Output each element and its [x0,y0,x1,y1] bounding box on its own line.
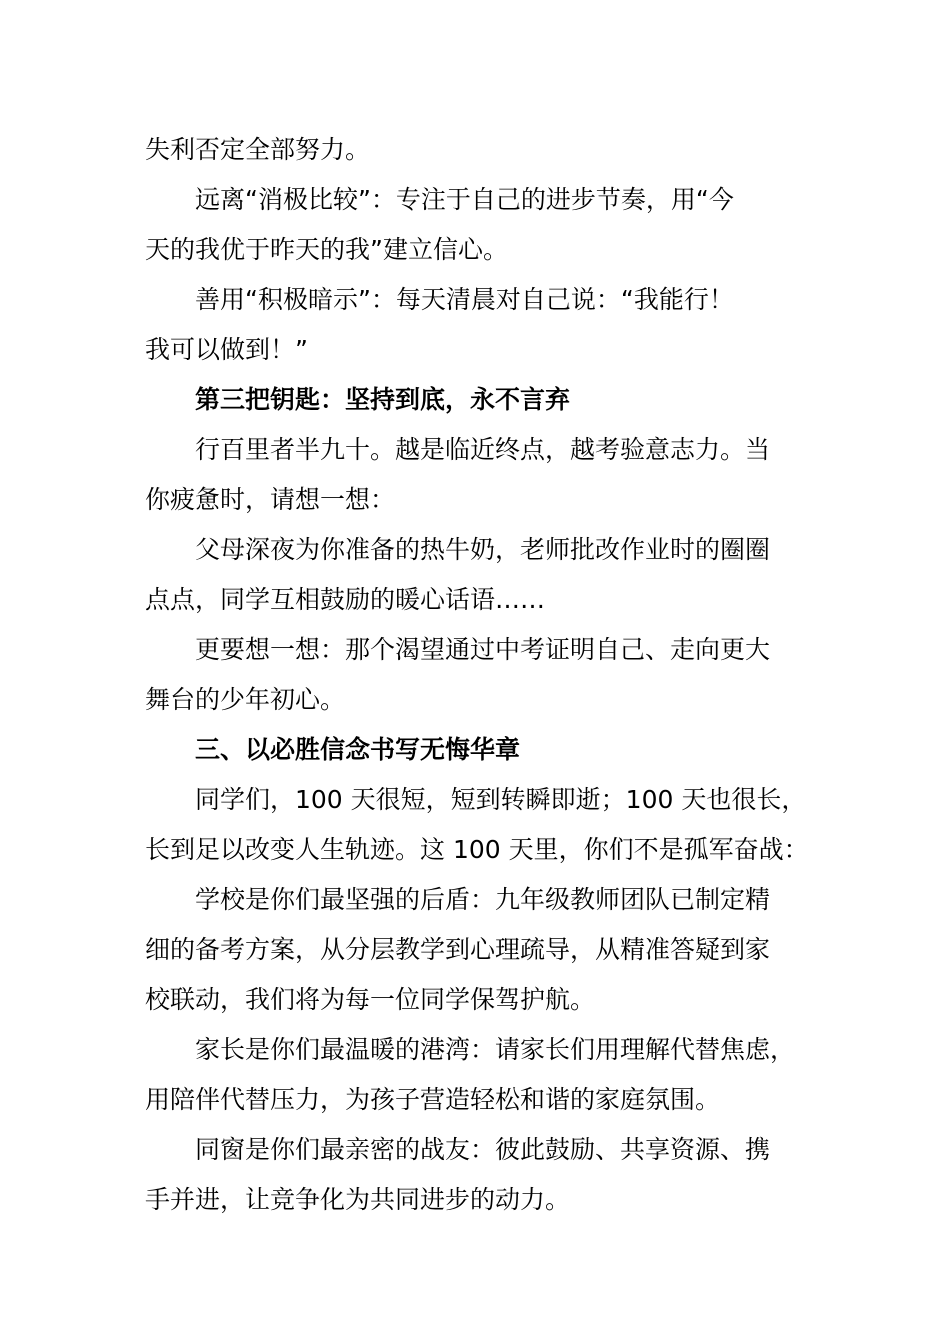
paragraph-line: 善用“积极暗示”：每天清晨对自己说：“我能行！ [195,285,734,314]
paragraph-line: 点点，同学互相鼓励的暖心话语…… [145,585,546,614]
paragraph-line: 长到足以改变人生轨迹。这 100 天里，你们不是孤军奋战： [145,835,809,864]
paragraph-line: 校联动，我们将为每一位同学保驾护航。 [145,985,596,1014]
paragraph-line: 行百里者半九十。越是临近终点，越考验意志力。当 [195,435,771,464]
paragraph-line: 细的备考方案，从分层教学到心理疏导，从精准答疑到家 [145,935,771,964]
paragraph-line: 舞台的少年初心。 [145,685,346,714]
paragraph-line: 用陪伴代替压力，为孩子营造轻松和谐的家庭氛围。 [145,1085,721,1114]
section-heading: 三、以必胜信念书写无悔华章 [195,735,521,764]
paragraph-line: 学校是你们最坚强的后盾：九年级教师团队已制定精 [195,885,771,914]
paragraph-line: 同学们，100 天很短，短到转瞬即逝；100 天也很长， [195,785,807,814]
paragraph-line: 你疲惫时，请想一想： [145,485,396,514]
paragraph-line: 天的我优于昨天的我”建立信心。 [145,235,508,264]
paragraph-line: 我可以做到！” [145,335,308,364]
paragraph-line: 同窗是你们最亲密的战友：彼此鼓励、共享资源、携 [195,1135,771,1164]
paragraph-line: 家长是你们最温暖的港湾：请家长们用理解代替焦虑， [195,1035,796,1064]
paragraph-line: 更要想一想：那个渴望通过中考证明自己、走向更大 [195,635,771,664]
paragraph-line: 手并进，让竞争化为共同进步的动力。 [145,1185,571,1214]
paragraph-continuation-line: 失利否定全部努力。 [145,135,371,164]
section-subheading: 第三把钥匙：坚持到底，永不言弃 [195,385,571,414]
paragraph-line: 远离“消极比较”：专注于自己的进步节奏，用“今 [195,185,734,214]
paragraph-line: 父母深夜为你准备的热牛奶，老师批改作业时的圈圈 [195,535,771,564]
